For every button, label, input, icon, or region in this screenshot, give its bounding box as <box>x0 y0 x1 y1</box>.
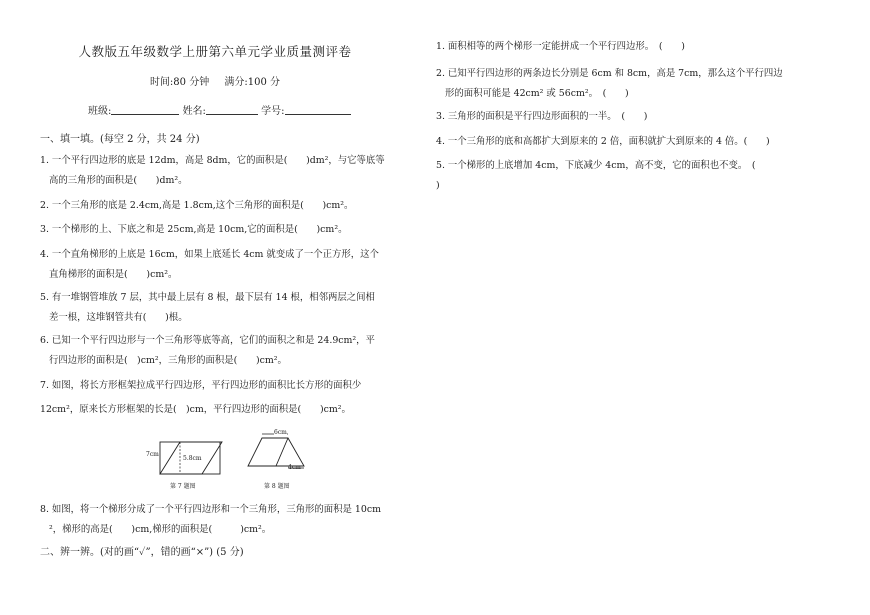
question-line: 直角梯形的面积是( )cm²。 <box>49 269 178 280</box>
question-line: 2. 一个三角形的底是 2.4cm,高是 1.8cm,这个三角形的面积是( )cm²。 <box>40 200 354 211</box>
question-line: ) <box>436 180 440 191</box>
question-1-5 <box>40 288 430 328</box>
question-line: 5. 一个梯形的上底增加 4cm，下底减少 4cm，高不变，它的面积也不变。 ( <box>436 160 756 171</box>
class-label: 班级: <box>88 106 112 117</box>
question-1-1 <box>40 151 430 191</box>
section-1-title: 一、填一填。(每空 2 分，共 24 分) <box>40 134 200 145</box>
page-title: 人教版五年级数学上册第六单元学业质量测评卷 <box>78 44 352 59</box>
question-line: 7. 如图，将长方形框架拉成平行四边形，平行四边形的面积比长方形的面积少 <box>40 380 362 391</box>
number-blank[interactable] <box>285 104 351 115</box>
student-info <box>88 102 351 117</box>
question-line: 高的三角形的面积是( )dm²。 <box>49 175 188 186</box>
question-line: ²，梯形的高是( )cm,梯形的面积是( )cm²。 <box>49 524 272 535</box>
question-line: 3. 三角形的面积是平行四边形面积的一半。 ( ) <box>436 111 648 122</box>
question-1-7 <box>40 374 430 422</box>
question-2-1 <box>436 37 836 57</box>
class-blank[interactable] <box>111 104 179 115</box>
question-line: 行四边形的面积是( )cm²，三角形的面积是( )cm²。 <box>49 355 287 366</box>
question-line: 6. 已知一个平行四边形与一个三角形等底等高，它们的面积之和是 24.9cm²，平 <box>40 335 375 346</box>
question-1-8 <box>40 500 430 540</box>
trapezoid-outline <box>248 438 304 466</box>
question-line: 12cm²，原来长方形框架的长是( )cm，平行四边形的面积是( )cm²。 <box>40 404 351 415</box>
question-2-3 <box>436 107 836 127</box>
name-blank[interactable] <box>206 104 258 115</box>
name-label: 姓名: <box>182 106 206 117</box>
divider-line <box>276 438 288 466</box>
question-line: 差一根，这堆钢管共有( )根。 <box>49 312 188 323</box>
question-line: 1. 面积相等的两个梯形一定能拼成一个平行四边形。 ( ) <box>436 41 685 52</box>
number-label: 学号: <box>261 106 285 117</box>
question-line: 形的面积可能是 42cm² 或 56cm²。 ( ) <box>445 88 629 99</box>
question-line: 3. 一个梯形的上、下底之和是 25cm,高是 10cm,它的面积是( )cm²。 <box>40 224 348 235</box>
figure-7-side-label: 7cm <box>146 451 159 458</box>
exam-meta <box>40 73 390 88</box>
question-2-2 <box>436 64 836 104</box>
question-1-4 <box>40 245 430 285</box>
full-score: 满分:100 分 <box>224 77 281 88</box>
time-limit: 时间:80 分钟 <box>149 77 210 88</box>
question-line: 5. 有一堆钢管堆放 7 层，其中最上层有 8 根，最下层有 14 根，相邻两层之间相 <box>40 292 375 303</box>
question-1-6 <box>40 331 430 371</box>
figure-8-top-label: 6cm <box>274 429 287 436</box>
figure-7-height-label: 5.8cm <box>183 455 202 462</box>
figure-8-caption: 第 8 题图 <box>264 483 290 490</box>
section-2-title: 二、辨一辨。(对的画“✓”，错的画“×”) (5 分) <box>40 547 244 558</box>
question-line: 4. 一个三角形的底和高都扩大到原来的 2 倍，面积就扩大到原来的 4 倍。( ) <box>436 136 770 147</box>
figure-8-bottom-label: 4cm <box>288 464 301 471</box>
question-2-5 <box>436 156 836 196</box>
question-1-2 <box>40 196 430 216</box>
question-1-3 <box>40 220 430 240</box>
question-2-4 <box>436 132 836 152</box>
question-line: 8. 如图，将一个梯形分成了一个平行四边形和一个三角形，三角形的面积是 10cm <box>40 504 381 515</box>
question-line: 1. 一个平行四边形的底是 12dm，高是 8dm，它的面积是( )dm²，与它等底等 <box>40 155 385 166</box>
question-line: 2. 已知平行四边形的两条边长分别是 6cm 和 8cm，高是 7cm，那么这个平行四边 <box>436 68 783 79</box>
figure-7-caption: 第 7 题图 <box>170 483 196 490</box>
question-line: 4. 一个直角梯形的上底是 16cm，如果上底延长 4cm 就变成了一个正方形，这个 <box>40 249 379 260</box>
